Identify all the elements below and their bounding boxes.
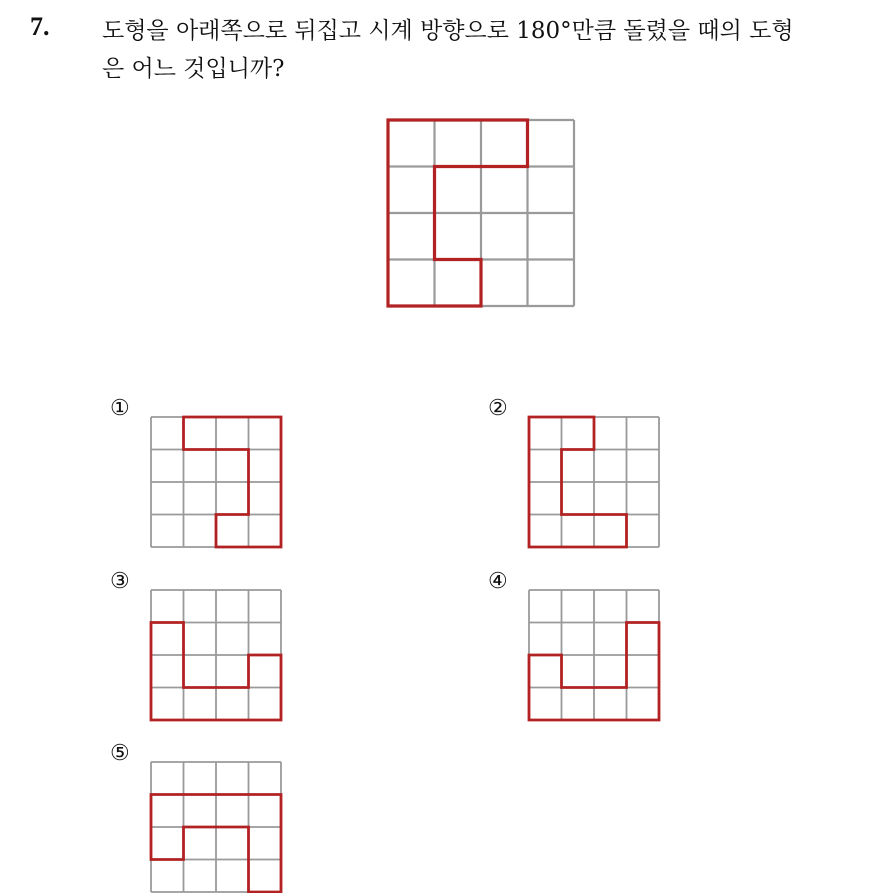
option-5-figure (149, 759, 283, 893)
question-text-line-2: 은 어느 것입니까? (102, 56, 285, 82)
option-3-figure (149, 587, 283, 723)
option-5-label: ⑤ (110, 741, 130, 766)
question-number: 7. (30, 12, 50, 41)
option-2-figure (527, 414, 661, 552)
main-figure (384, 116, 578, 310)
option-4-figure (527, 587, 661, 723)
option-1-label: ① (110, 396, 130, 421)
question-text-line-1: 도형을 아래쪽으로 뒤집고 시계 방향으로 180°만큼 돌렸을 때의 도형 (102, 18, 794, 44)
question-text (102, 12, 872, 88)
option-2-label: ② (488, 396, 508, 421)
option-3-label: ③ (110, 569, 130, 594)
option-1-figure (149, 414, 283, 552)
option-4-label: ④ (488, 569, 508, 594)
